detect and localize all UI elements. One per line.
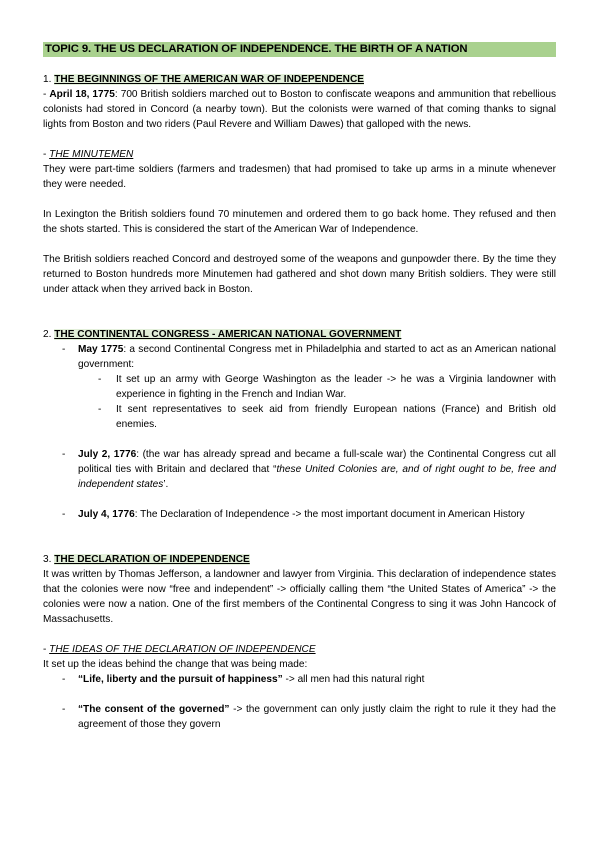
- section-3-title: THE DECLARATION OF INDEPENDENCE: [54, 554, 250, 565]
- section-1-number: 1.: [43, 74, 52, 85]
- section-1-paragraph-1-text: : 700 British soldiers marched out to Boston to confiscate weapons and ammunition that rebellious colonists had stored in Concord (a nearby town). But the colonists were warned of that coming thanks to signal lights from Boston and two riders (Paul Revere and William Dawes) that galloped with the news.: [43, 89, 556, 130]
- section-3-list: [43, 672, 556, 732]
- list-item-life-liberty-text: -> all men had this natural right: [282, 674, 425, 685]
- sublist-item-representatives: - It sent representatives to seek aid from friendly European nations (France) and British old enemies.: [43, 402, 556, 432]
- quote-end: ’.: [163, 479, 169, 490]
- date-july-2-1776: July 2, 1776: [78, 449, 137, 460]
- section-1-paragraph-1: - April 18, 1775: 700 British soldiers marched out to Boston to confiscate weapons and ammunition that rebellious colonists had stored in Concord (a nearby town). But the colonists were warned of that coming thanks to signal lights from Boston and two riders (Paul Revere and William Dawes) that galloped with the news.: [43, 89, 556, 130]
- sublist-item-army: - It set up an army with George Washington as the leader -> he was a Virginia landowner with experience in fighting in the French and Indian War.: [43, 372, 556, 402]
- list-item-july-4-1776: [43, 507, 556, 522]
- list-item-consent-text: -> the government can only justly claim the right to rule it they had the agreement of those they govern: [78, 704, 556, 730]
- date-july-4-1776: July 4, 1776: [78, 509, 135, 520]
- lexington-paragraph: In Lexington the British soldiers found 70 minutemen and ordered them to go back home. They refused and then the shots started. This is considered the start of the American War of Independence.: [43, 209, 556, 235]
- section-1-title: THE BEGINNINGS OF THE AMERICAN WAR OF INDEPENDENCE: [54, 74, 364, 85]
- consent-quote: “The consent of the governed”: [78, 704, 230, 715]
- life-liberty-quote: “Life, liberty and the pursuit of happiness”: [78, 674, 283, 685]
- minutemen-subheading-text: THE MINUTEMEN: [49, 149, 134, 160]
- list-item-may-1775: [43, 342, 556, 372]
- section-3-heading: [43, 552, 556, 567]
- document-title: TOPIC 9. THE US DECLARATION OF INDEPENDENCE. THE BIRTH OF A NATION: [43, 42, 556, 57]
- date-april-1775: April 18, 1775: [49, 89, 115, 100]
- section-2-title: THE CONTINENTAL CONGRESS - AMERICAN NATIONAL GOVERNMENT: [54, 329, 402, 340]
- list-item-consent: [43, 702, 556, 732]
- section-3-number: 3.: [43, 554, 52, 565]
- list-item-july-4-text: : The Declaration of Independence -> the most important document in American History: [134, 509, 525, 520]
- section-1-heading: [43, 72, 556, 87]
- section-2-list: [43, 342, 556, 522]
- section-2-heading: [43, 327, 556, 342]
- section-3-paragraph: It was written by Thomas Jefferson, a landowner and lawyer from Virginia. This declaration of independence states that the colonies were now “free and independent” -> officially calling them “the United States of America” -> the colonies were now a nation. One of the first members of the Continental Congress to sing it was John Hancock of Massachusetts.: [43, 569, 556, 625]
- minutemen-paragraph: They were part-time soldiers (farmers and tradesmen) that had promised to take up arms in a minute whenever they were needed.: [43, 164, 556, 190]
- concord-paragraph: The British soldiers reached Concord and destroyed some of the weapons and gunpowder there. By the time they returned to Boston hundreds more Minutemen had gathered and shot down many British soldiers. They were still under attack when they arrived back in Boston.: [43, 254, 556, 295]
- list-item-may-1775-text: : a second Continental Congress met in Philadelphia and started to act as an American national government:: [78, 344, 556, 370]
- ideas-intro: It set up the ideas behind the change that was being made:: [43, 659, 308, 670]
- section-2-number: 2.: [43, 329, 52, 340]
- date-may-1775: May 1775: [78, 344, 124, 355]
- list-item-life-liberty: [43, 672, 556, 687]
- ideas-subheading: - THE IDEAS OF THE DECLARATION OF INDEPENDENCE: [43, 644, 316, 655]
- list-item-july-2-1776: [43, 447, 556, 492]
- document-page: [43, 42, 556, 732]
- declaration-quote: these United Colonies are, and of right ought to be, free and independent states: [78, 464, 556, 490]
- minutemen-subheading: - THE MINUTEMEN: [43, 149, 134, 160]
- ideas-subheading-text: THE IDEAS OF THE DECLARATION OF INDEPENDENCE: [49, 644, 316, 655]
- list-item-july-2-text: : (the war has already spread and became a full-scale war) the Continental Congress cut all political ties with Britain and declared that “: [78, 449, 556, 475]
